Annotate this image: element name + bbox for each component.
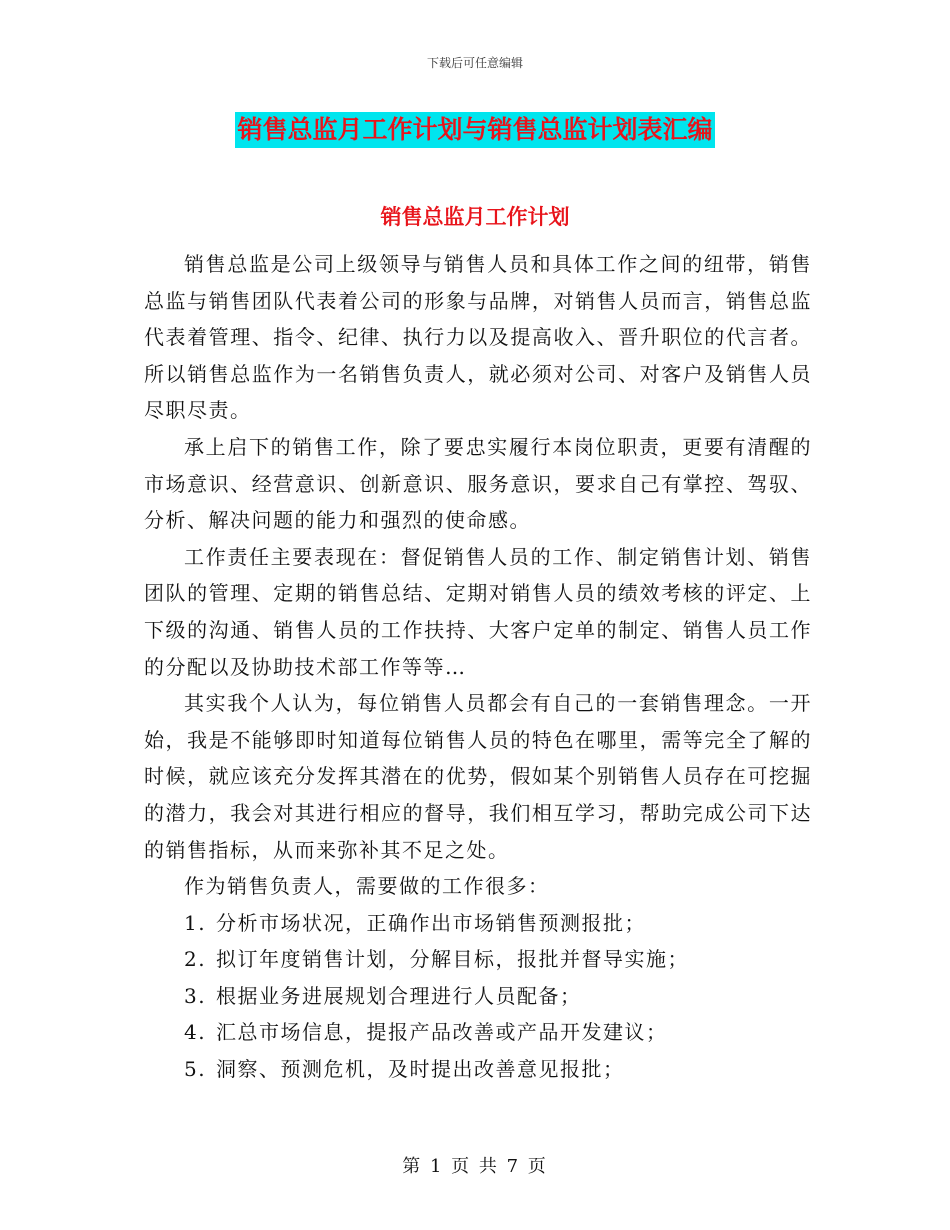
list-item bbox=[144, 978, 812, 1015]
list-item-text: 汇总市场信息，提报产品改善或产品开发建议； bbox=[216, 1020, 668, 1045]
document-body bbox=[144, 246, 812, 1088]
page-number: 第 1 页 共 7 页 bbox=[402, 1156, 548, 1177]
list-item-text: 根据业务进展规划合理进行人员配备； bbox=[216, 983, 582, 1008]
header-note: 下载后可任意编辑 bbox=[426, 56, 523, 70]
list-item bbox=[144, 1014, 812, 1051]
duty-list bbox=[144, 905, 812, 1088]
paragraph-5: 作为销售负责人，需要做的工作很多： bbox=[184, 874, 550, 899]
document-title-container bbox=[0, 112, 950, 148]
list-item bbox=[144, 905, 812, 942]
section-title: 销售总监月工作计划 bbox=[380, 204, 570, 229]
list-item bbox=[144, 1051, 812, 1088]
list-item-text: 拟订年度销售计划，分解目标，报批并督导实施； bbox=[216, 947, 689, 972]
list-item-number: 5. bbox=[184, 1057, 207, 1082]
document-title: 销售总监月工作计划与销售总监计划表汇编 bbox=[235, 112, 714, 148]
paragraph-4: 其实我个人认为，每位销售人员都会有自己的一套销售理念。一开始，我是不能够即时知道每位销售人员的特色在哪里，需等完全了解的时候，就应该充分发挥其潜在的优势，假如某个别销售人员存在可挖掘的潜力，我会对其进行相应的督导，我们相互学习，帮助完成公司下达的销售指标，从而来弥补其不足之处。 bbox=[144, 691, 812, 862]
list-item bbox=[144, 941, 812, 978]
list-item-text: 洞察、预测危机，及时提出改善意见报批； bbox=[216, 1057, 625, 1082]
list-item-text: 分析市场状况，正确作出市场销售预测报批； bbox=[216, 910, 646, 935]
list-item-number: 1. bbox=[184, 910, 207, 935]
paragraph-3: 工作责任主要表现在：督促销售人员的工作、制定销售计划、销售团队的管理、定期的销售总结、定期对销售人员的绩效考核的评定、上下级的沟通、销售人员的工作扶持、大客户定单的制定、销售人员工作的分配以及协助技术部工作等等… bbox=[144, 544, 812, 679]
list-item-number: 4. bbox=[184, 1020, 207, 1045]
list-item-number: 3. bbox=[184, 983, 207, 1008]
paragraph-2: 承上启下的销售工作，除了要忠实履行本岗位职责，更要有清醒的市场意识、经营意识、创新意识、服务意识，要求自己有掌控、驾驭、分析、解决问题的能力和强烈的使命感。 bbox=[144, 434, 812, 533]
list-item-number: 2. bbox=[184, 947, 207, 972]
paragraph-1: 销售总监是公司上级领导与销售人员和具体工作之间的纽带，销售总监与销售团队代表着公司的形象与品牌，对销售人员而言，销售总监代表着管理、指令、纪律、执行力以及提高收入、晋升职位的代言者。 所以销售总监作为一名销售负责人，就必须对公司、对客户及销售人员尽职尽责。 bbox=[144, 252, 812, 423]
